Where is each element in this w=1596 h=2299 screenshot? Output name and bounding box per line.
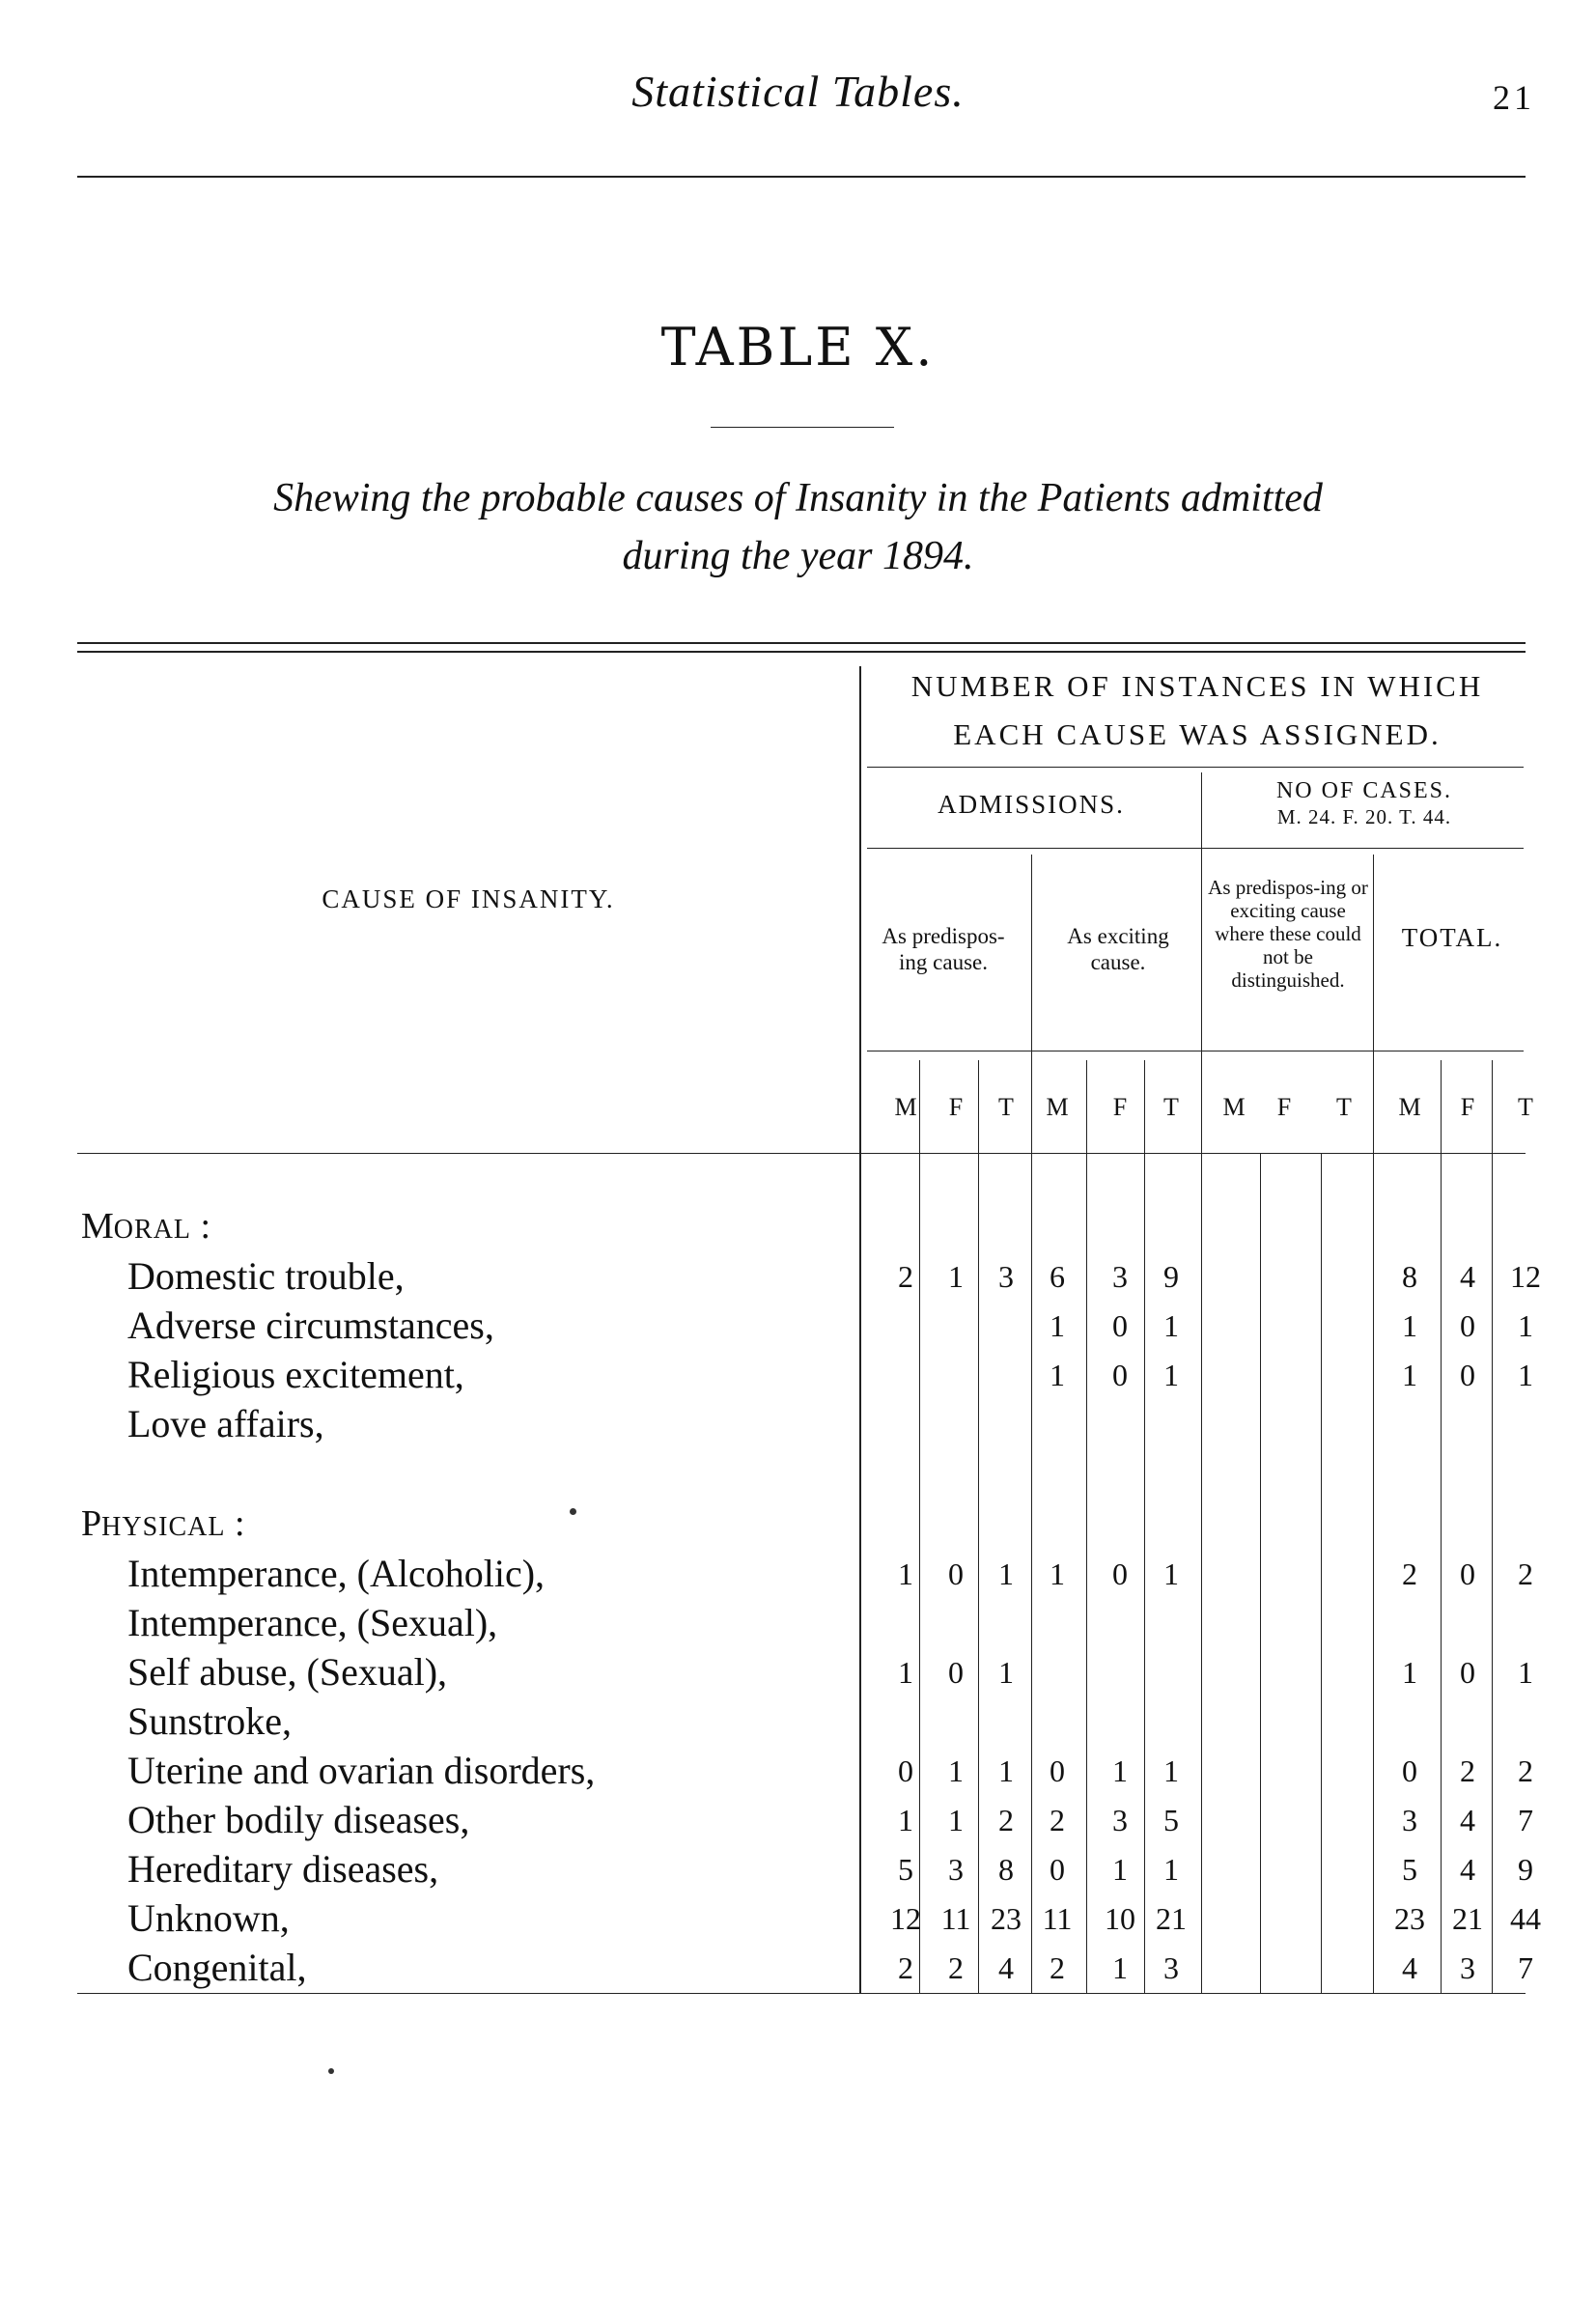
cell-value: 0	[1460, 1556, 1475, 1591]
cause-label: Intemperance, (Sexual),	[127, 1601, 498, 1644]
group-heading-rest: HYSICAL	[101, 1512, 226, 1542]
cell-value: 1	[1050, 1358, 1065, 1392]
header-admissions: ADMISSIONS.	[938, 790, 1125, 819]
cell-value: 1	[1112, 1950, 1128, 1985]
cell-value: 1	[1518, 1308, 1533, 1343]
column-letter: F	[1460, 1093, 1475, 1121]
column-letter: M	[1222, 1093, 1246, 1121]
column-rule	[1441, 1060, 1442, 1993]
cell-value: 0	[948, 1556, 964, 1591]
cell-value: 5	[898, 1852, 913, 1887]
cell-value: 0	[1050, 1753, 1065, 1788]
cell-value: 1	[898, 1655, 913, 1690]
cell-value: 2	[1518, 1753, 1533, 1788]
cell-value: 4	[1402, 1950, 1417, 1985]
cell-value: 1	[1402, 1655, 1417, 1690]
cell-value: 8	[998, 1852, 1014, 1887]
group-heading-suffix: :	[191, 1206, 211, 1247]
cause-label: Domestic trouble,	[127, 1254, 405, 1298]
header-not-distinguished: As predispos-ing or exciting cause where these could not be distinguished.	[1208, 876, 1368, 992]
cell-value: 2	[998, 1803, 1014, 1837]
table-caption-line-1: Shewing the probable causes of Insanity in the Patients admitted	[273, 476, 1323, 520]
header-bottom-rule	[77, 1153, 1526, 1154]
cell-value: 7	[1518, 1950, 1533, 1985]
group-heading-rest: ORAL	[113, 1215, 192, 1245]
cell-value: 0	[948, 1655, 964, 1690]
cell-value: 1	[1112, 1753, 1128, 1788]
cell-value: 1	[1163, 1753, 1179, 1788]
cell-value: 1	[948, 1259, 964, 1294]
column-rule	[1086, 1060, 1087, 1993]
group-heading-initial: M	[81, 1206, 114, 1247]
column-letter: F	[948, 1093, 964, 1121]
cell-value: 0	[1460, 1358, 1475, 1392]
column-rule	[1260, 1153, 1261, 1993]
cause-label: Sunstroke,	[127, 1699, 292, 1743]
cell-value: 1	[1402, 1358, 1417, 1392]
cell-value: 5	[1402, 1852, 1417, 1887]
cause-label: Congenital,	[127, 1946, 307, 1989]
cell-value: 1	[998, 1655, 1014, 1690]
cell-value: 5	[1163, 1803, 1179, 1837]
header-exciting: As exciting cause.	[1067, 924, 1169, 974]
table-top-rule	[77, 642, 1526, 644]
cell-value: 7	[1518, 1803, 1533, 1837]
cause-label: Uterine and ovarian disorders,	[127, 1749, 596, 1792]
cell-value: 0	[898, 1753, 913, 1788]
title-rule	[711, 427, 894, 428]
column-letter: T	[1518, 1093, 1533, 1121]
cell-value: 4	[998, 1950, 1014, 1985]
header-rule-2	[867, 848, 1524, 849]
cell-value: 2	[1050, 1950, 1065, 1985]
cell-value: 1	[1050, 1308, 1065, 1343]
cell-value: 0	[1402, 1753, 1417, 1788]
cell-value: 44	[1510, 1901, 1541, 1936]
cell-value: 2	[948, 1950, 964, 1985]
cell-value: 1	[948, 1753, 964, 1788]
cell-value: 1	[998, 1753, 1014, 1788]
table-bottom-rule	[77, 1993, 1526, 1994]
cell-value: 9	[1518, 1852, 1533, 1887]
header-cause-of-insanity: CAUSE OF INSANITY.	[322, 884, 615, 913]
header-no-of-cases-counts: M. 24. F. 20. T. 44.	[1276, 805, 1452, 828]
cell-value: 3	[1460, 1950, 1475, 1985]
header-rule-1	[867, 767, 1524, 768]
column-letter: T	[1336, 1093, 1352, 1121]
cell-value: 1	[1402, 1308, 1417, 1343]
cell-value: 2	[1460, 1753, 1475, 1788]
cell-value: 12	[890, 1901, 921, 1936]
column-rule	[1373, 855, 1374, 1993]
cell-value: 1	[998, 1556, 1014, 1591]
cell-value: 1	[1112, 1852, 1128, 1887]
group-heading	[81, 1205, 210, 1248]
column-rule	[859, 666, 861, 1993]
cell-value: 3	[998, 1259, 1014, 1294]
cell-value: 0	[1050, 1852, 1065, 1887]
cell-value: 3	[1402, 1803, 1417, 1837]
header-total: TOTAL.	[1401, 923, 1503, 952]
cell-value: 2	[1050, 1803, 1065, 1837]
cell-value: 0	[1112, 1556, 1128, 1591]
cell-value: 6	[1050, 1259, 1065, 1294]
column-rule	[1492, 1060, 1493, 1993]
header-no-of-cases: NO OF CASES.	[1275, 778, 1453, 803]
cell-value: 4	[1460, 1259, 1475, 1294]
column-rule	[1031, 855, 1032, 1993]
cell-value: 1	[1163, 1308, 1179, 1343]
cell-value: 3	[1112, 1803, 1128, 1837]
table-title: TABLE X.	[660, 317, 936, 378]
cause-label: Intemperance, (Alcoholic),	[127, 1552, 546, 1595]
cell-value: 2	[1402, 1556, 1417, 1591]
column-rule	[1321, 1153, 1322, 1993]
cause-label: Unknown,	[127, 1896, 290, 1940]
column-letter: F	[1276, 1093, 1292, 1121]
head-rule	[77, 176, 1526, 178]
cause-label: Adverse circumstances,	[127, 1304, 494, 1347]
cell-value: 23	[991, 1901, 1022, 1936]
speck	[328, 2068, 334, 2074]
table-top-rule-2	[77, 651, 1526, 653]
cause-label: Other bodily diseases,	[127, 1798, 470, 1841]
cause-label: Hereditary diseases,	[127, 1847, 439, 1891]
cell-value: 10	[1105, 1901, 1135, 1936]
column-letter: F	[1112, 1093, 1128, 1121]
cell-value: 1	[1518, 1358, 1533, 1392]
column-rule	[1144, 1060, 1145, 1993]
cell-value: 0	[1460, 1308, 1475, 1343]
cell-value: 9	[1163, 1259, 1179, 1294]
column-letter: M	[1398, 1093, 1421, 1121]
cell-value: 1	[1163, 1358, 1179, 1392]
group-heading	[81, 1502, 245, 1545]
cause-label: Love affairs,	[127, 1402, 324, 1445]
column-letter: T	[998, 1093, 1014, 1121]
cell-value: 2	[898, 1950, 913, 1985]
cell-value: 12	[1510, 1259, 1541, 1294]
column-letter: M	[894, 1093, 917, 1121]
cell-value: 3	[1163, 1950, 1179, 1985]
table-caption-line-2: during the year 1894.	[622, 534, 974, 578]
group-heading-suffix: :	[225, 1503, 245, 1544]
cell-value: 1	[1050, 1556, 1065, 1591]
cell-value: 8	[1402, 1259, 1417, 1294]
cell-value: 4	[1460, 1803, 1475, 1837]
header-number-line-2: EACH CAUSE WAS ASSIGNED.	[953, 717, 1442, 751]
cell-value: 1	[898, 1556, 913, 1591]
cell-value: 0	[1112, 1308, 1128, 1343]
cell-value: 1	[1518, 1655, 1533, 1690]
cell-value: 0	[1460, 1655, 1475, 1690]
cell-value: 21	[1452, 1901, 1483, 1936]
speck	[570, 1508, 576, 1515]
cell-value: 2	[1518, 1556, 1533, 1591]
header-number-line-1: NUMBER OF INSTANCES IN WHICH	[910, 669, 1484, 703]
cell-value: 0	[1112, 1358, 1128, 1392]
column-letter: M	[1046, 1093, 1069, 1121]
cause-label: Self abuse, (Sexual),	[127, 1650, 448, 1694]
header-predisposing: As predispos-ing cause.	[882, 924, 1005, 974]
cell-value: 2	[898, 1259, 913, 1294]
cell-value: 3	[1112, 1259, 1128, 1294]
page-number: 21	[1493, 78, 1535, 117]
cell-value: 11	[1042, 1901, 1073, 1936]
cell-value: 21	[1156, 1901, 1187, 1936]
running-head-title: Statistical Tables.	[631, 67, 965, 116]
cell-value: 1	[1163, 1852, 1179, 1887]
cell-value: 11	[940, 1901, 971, 1936]
cell-value: 1	[1163, 1556, 1179, 1591]
cause-label: Religious excitement,	[127, 1353, 464, 1396]
cell-value: 1	[898, 1803, 913, 1837]
column-letter: T	[1163, 1093, 1179, 1121]
cell-value: 4	[1460, 1852, 1475, 1887]
cell-value: 23	[1394, 1901, 1425, 1936]
cell-value: 3	[948, 1852, 964, 1887]
column-rule	[1201, 772, 1202, 1993]
cell-value: 1	[948, 1803, 964, 1837]
group-heading-initial: P	[81, 1503, 102, 1544]
